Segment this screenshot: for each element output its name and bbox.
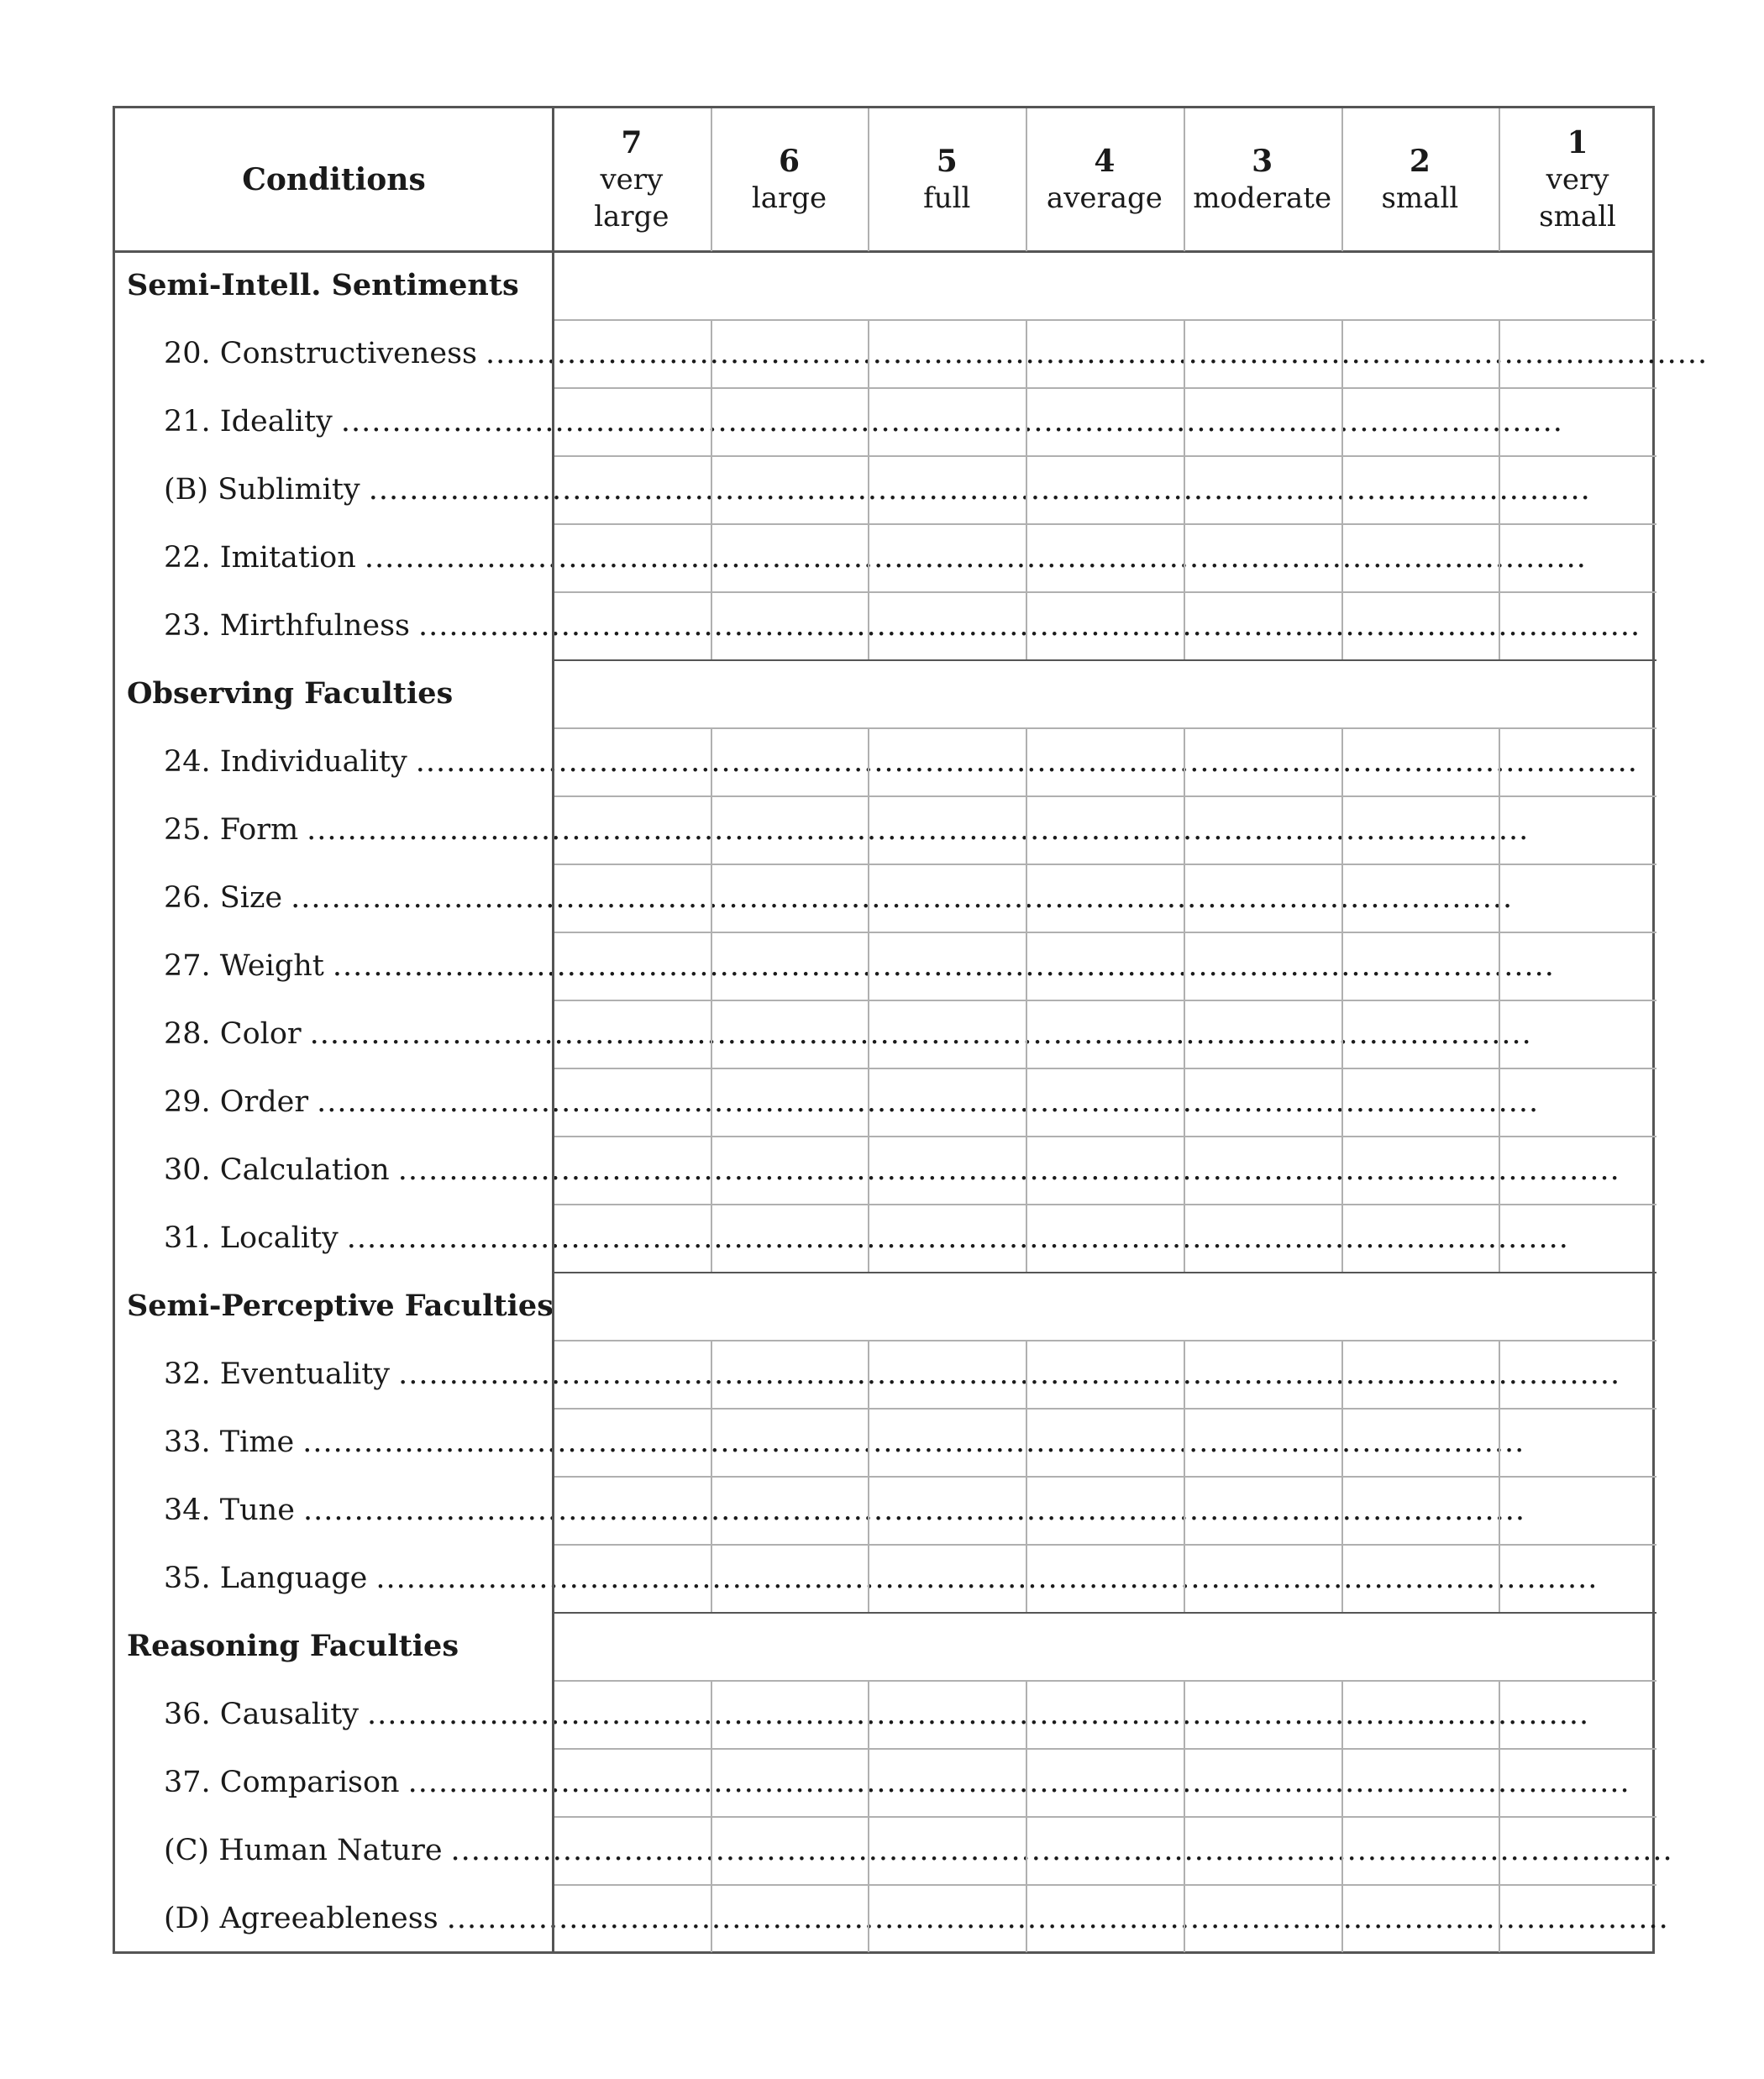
- condition-row: [164, 864, 1514, 932]
- leader-dots: ........................................................................................................................: [367, 1697, 1590, 1731]
- leader-dots: ........................................................................................................................: [375, 1561, 1599, 1595]
- rating-cell[interactable]: [868, 932, 1026, 1000]
- condition-name: 25. Form: [164, 812, 299, 847]
- rating-cell[interactable]: [1184, 1476, 1341, 1544]
- rating-cell[interactable]: [711, 1408, 869, 1476]
- section-title: Semi-Perceptive Faculties: [127, 1289, 554, 1323]
- rating-cell[interactable]: [553, 864, 711, 932]
- section-title: Semi-Intell. Sentiments: [127, 268, 519, 302]
- conditions-divider: [552, 108, 554, 1952]
- rating-cell[interactable]: [1184, 1136, 1341, 1204]
- rating-cell[interactable]: [711, 1000, 869, 1068]
- column-divider: [1499, 319, 1500, 659]
- rating-cell[interactable]: [1026, 1068, 1184, 1136]
- rating-label: small: [1539, 200, 1616, 234]
- rating-cell[interactable]: [868, 1816, 1026, 1884]
- column-divider: [1184, 727, 1185, 1272]
- column-divider: [1184, 1340, 1185, 1612]
- rating-cell[interactable]: [553, 1068, 711, 1136]
- rating-cell[interactable]: [1499, 1068, 1656, 1136]
- column-divider: [868, 1340, 869, 1612]
- column-divider: [1499, 1680, 1500, 1952]
- conditions-header: Conditions: [242, 162, 426, 197]
- rating-number: 4: [1094, 144, 1116, 179]
- header-column-divider: [1184, 108, 1185, 251]
- rating-cell[interactable]: [1184, 1068, 1341, 1136]
- leader-dots: ........................................................................................................................: [368, 472, 1591, 507]
- rating-cell[interactable]: [553, 319, 711, 387]
- header-column-divider: [1026, 108, 1027, 251]
- rating-cell[interactable]: [1341, 523, 1499, 591]
- rating-cell[interactable]: [1026, 727, 1184, 795]
- leader-dots: ........................................................................................................................: [397, 1152, 1620, 1187]
- header-column-divider: [1341, 108, 1343, 251]
- rating-cell[interactable]: [1499, 1476, 1656, 1544]
- rating-cell[interactable]: [1499, 1884, 1656, 1952]
- condition-name: 33. Time: [164, 1425, 295, 1459]
- rating-cell[interactable]: [1499, 1204, 1656, 1272]
- rating-cell[interactable]: [868, 1748, 1026, 1816]
- condition-row: [164, 319, 1709, 387]
- section-title: Reasoning Faculties: [127, 1629, 459, 1663]
- rating-cell[interactable]: [711, 1476, 869, 1544]
- condition-name: 22. Imitation: [164, 540, 356, 575]
- rating-cell[interactable]: [1026, 1476, 1184, 1544]
- rating-header-4: [1026, 108, 1184, 251]
- condition-row: [164, 1816, 1673, 1884]
- condition-name: 24. Individuality: [164, 744, 407, 779]
- column-divider: [868, 1680, 869, 1952]
- condition-row: [164, 1544, 1599, 1612]
- condition-row: [164, 523, 1587, 591]
- leader-dots: ........................................................................................................................: [450, 1833, 1673, 1867]
- rating-cell[interactable]: [1499, 1816, 1656, 1884]
- rating-cell[interactable]: [711, 1884, 869, 1952]
- rating-cell[interactable]: [1499, 319, 1656, 387]
- column-divider: [868, 727, 869, 1272]
- rating-cell[interactable]: [1026, 1204, 1184, 1272]
- rating-cell[interactable]: [1341, 727, 1499, 795]
- condition-row: [164, 1884, 1669, 1952]
- rating-cell[interactable]: [1184, 1408, 1341, 1476]
- rating-cell[interactable]: [553, 455, 711, 523]
- rating-label: small: [1381, 181, 1459, 215]
- rating-cell[interactable]: [1341, 1748, 1499, 1816]
- rating-cell[interactable]: [711, 1680, 869, 1748]
- leader-dots: ........................................................................................................................: [446, 1901, 1669, 1935]
- rating-cell[interactable]: [711, 727, 869, 795]
- rating-cell[interactable]: [1341, 1136, 1499, 1204]
- rating-cell[interactable]: [711, 1340, 869, 1408]
- leader-dots: ........................................................................................................................: [418, 608, 1641, 643]
- rating-cell[interactable]: [1026, 1000, 1184, 1068]
- rating-cell[interactable]: [1499, 1340, 1656, 1408]
- rating-cell[interactable]: [1499, 1680, 1656, 1748]
- rating-cell[interactable]: [1184, 387, 1341, 455]
- rating-cell[interactable]: [868, 1068, 1026, 1136]
- rating-cell[interactable]: [553, 1408, 711, 1476]
- column-divider: [1026, 1680, 1027, 1952]
- rating-cell[interactable]: [1184, 523, 1341, 591]
- rating-cell[interactable]: [1341, 1476, 1499, 1544]
- condition-name: (B) Sublimity: [164, 472, 360, 507]
- rating-cell[interactable]: [711, 1136, 869, 1204]
- rating-cell[interactable]: [868, 864, 1026, 932]
- rating-cell[interactable]: [553, 1136, 711, 1204]
- rating-cell[interactable]: [1184, 455, 1341, 523]
- section-title: Observing Faculties: [127, 676, 454, 711]
- condition-row: [164, 795, 1530, 864]
- rating-cell[interactable]: [553, 387, 711, 455]
- column-divider: [1026, 727, 1027, 1272]
- rating-cell[interactable]: [1499, 932, 1656, 1000]
- rating-label: average: [1046, 181, 1163, 215]
- rating-cell[interactable]: [1184, 1748, 1341, 1816]
- rating-cell[interactable]: [1184, 1000, 1341, 1068]
- rating-number: 3: [1252, 144, 1273, 179]
- rating-table: [113, 106, 1709, 1954]
- rating-cell[interactable]: [1499, 1000, 1656, 1068]
- condition-name: 29. Order: [164, 1084, 309, 1119]
- condition-name: 34. Tune: [164, 1493, 295, 1527]
- rating-cell[interactable]: [1499, 795, 1656, 864]
- rating-cell[interactable]: [553, 1816, 711, 1884]
- rating-label: very: [1546, 163, 1609, 197]
- rating-cell[interactable]: [711, 387, 869, 455]
- rating-cell[interactable]: [711, 1068, 869, 1136]
- rating-cell[interactable]: [868, 523, 1026, 591]
- leader-dots: ........................................................................................................................: [407, 1765, 1630, 1799]
- rating-cell[interactable]: [1026, 523, 1184, 591]
- rating-cell[interactable]: [711, 932, 869, 1000]
- rating-cell[interactable]: [553, 1748, 711, 1816]
- rating-cell[interactable]: [1341, 1680, 1499, 1748]
- leader-dots: ........................................................................................................................: [415, 744, 1638, 779]
- rating-number: 6: [779, 144, 801, 179]
- rating-cell[interactable]: [553, 1476, 711, 1544]
- rating-cell[interactable]: [1184, 932, 1341, 1000]
- rating-cell[interactable]: [711, 455, 869, 523]
- rating-cell[interactable]: [868, 1136, 1026, 1204]
- rating-label: moderate: [1193, 181, 1332, 215]
- rating-cell[interactable]: [1341, 864, 1499, 932]
- rating-cell[interactable]: [553, 1544, 711, 1612]
- condition-name: 26. Size: [164, 880, 283, 915]
- rating-cell[interactable]: [868, 387, 1026, 455]
- rating-cell[interactable]: [1184, 1340, 1341, 1408]
- rating-header-7: [553, 108, 711, 251]
- rating-cell[interactable]: [1026, 1748, 1184, 1816]
- rating-label: large: [751, 181, 827, 215]
- rating-label: very: [600, 163, 664, 197]
- rating-cell[interactable]: [868, 455, 1026, 523]
- rating-cell[interactable]: [553, 1204, 711, 1272]
- rating-cell[interactable]: [1184, 727, 1341, 795]
- rating-cell[interactable]: [1341, 795, 1499, 864]
- condition-row: [164, 1476, 1525, 1544]
- rating-cell[interactable]: [868, 1680, 1026, 1748]
- condition-row: [164, 932, 1555, 1000]
- rating-cell[interactable]: [1499, 1748, 1656, 1816]
- leader-dots: ........................................................................................................................: [309, 1016, 1532, 1051]
- leader-dots: ........................................................................................................................: [302, 1493, 1525, 1527]
- rating-cell[interactable]: [553, 795, 711, 864]
- rating-cell[interactable]: [1026, 1680, 1184, 1748]
- rating-cell[interactable]: [711, 795, 869, 864]
- rating-number: 2: [1409, 144, 1431, 179]
- condition-name: 21. Ideality: [164, 404, 333, 438]
- rating-cell[interactable]: [868, 795, 1026, 864]
- rating-cell[interactable]: [1026, 1816, 1184, 1884]
- rating-cell[interactable]: [868, 1408, 1026, 1476]
- condition-row: [164, 1680, 1590, 1748]
- condition-row: [164, 1000, 1532, 1068]
- rating-cell[interactable]: [1499, 1544, 1656, 1612]
- leader-dots: ........................................................................................................................: [340, 404, 1563, 438]
- rating-number: 5: [936, 144, 958, 179]
- rating-cell[interactable]: [1341, 1000, 1499, 1068]
- rating-cell[interactable]: [1184, 1544, 1341, 1612]
- rating-cell[interactable]: [1341, 455, 1499, 523]
- section-border: [553, 1272, 1656, 1273]
- rating-cell[interactable]: [1026, 319, 1184, 387]
- condition-name: 32. Eventuality: [164, 1357, 391, 1391]
- condition-row: [164, 387, 1563, 455]
- rating-cell[interactable]: [553, 523, 711, 591]
- leader-dots: ........................................................................................................................: [307, 812, 1530, 847]
- rating-cell[interactable]: [711, 1544, 869, 1612]
- column-divider: [711, 727, 712, 1272]
- condition-name: 35. Language: [164, 1561, 368, 1595]
- rating-cell[interactable]: [1184, 795, 1341, 864]
- rating-cell[interactable]: [1341, 319, 1499, 387]
- rating-cell[interactable]: [868, 591, 1026, 659]
- rating-number: 7: [621, 125, 643, 160]
- leader-dots: ........................................................................................................................: [346, 1221, 1569, 1255]
- condition-name: 36. Causality: [164, 1697, 360, 1731]
- rating-header-2: [1341, 108, 1499, 251]
- rating-header-1: [1499, 108, 1656, 251]
- rating-cell[interactable]: [1499, 864, 1656, 932]
- rating-cell[interactable]: [1184, 1816, 1341, 1884]
- condition-name: 30. Calculation: [164, 1152, 390, 1187]
- column-divider: [1341, 1680, 1343, 1952]
- column-divider: [1499, 727, 1500, 1272]
- rating-cell[interactable]: [1341, 1068, 1499, 1136]
- rating-cell[interactable]: [1499, 1136, 1656, 1204]
- column-divider: [868, 319, 869, 659]
- rating-cell[interactable]: [868, 1000, 1026, 1068]
- condition-name: 31. Locality: [164, 1221, 339, 1255]
- rating-cell[interactable]: [1026, 1340, 1184, 1408]
- condition-row: [164, 1748, 1630, 1816]
- column-divider: [1184, 1680, 1185, 1952]
- column-divider: [711, 319, 712, 659]
- rating-cell[interactable]: [1026, 932, 1184, 1000]
- leader-dots: ........................................................................................................................: [332, 948, 1555, 983]
- rating-cell[interactable]: [1341, 591, 1499, 659]
- rating-cell[interactable]: [1026, 1408, 1184, 1476]
- column-divider: [1341, 1340, 1343, 1612]
- condition-name: 37. Comparison: [164, 1765, 400, 1799]
- rating-cell[interactable]: [868, 319, 1026, 387]
- header-column-divider: [711, 108, 712, 251]
- column-divider: [1184, 319, 1185, 659]
- column-divider: [1026, 319, 1027, 659]
- rating-cell[interactable]: [1499, 523, 1656, 591]
- rating-cell[interactable]: [1341, 1544, 1499, 1612]
- rating-cell[interactable]: [1184, 1884, 1341, 1952]
- rating-cell[interactable]: [1499, 1408, 1656, 1476]
- rating-cell[interactable]: [1026, 455, 1184, 523]
- column-divider: [1026, 1340, 1027, 1612]
- rating-cell[interactable]: [868, 1476, 1026, 1544]
- rating-cell[interactable]: [1341, 1340, 1499, 1408]
- rating-cell[interactable]: [553, 1340, 711, 1408]
- rating-label: large: [594, 200, 669, 234]
- section-border: [553, 659, 1656, 661]
- rating-cell[interactable]: [1184, 591, 1341, 659]
- rating-cell[interactable]: [553, 727, 711, 795]
- column-divider: [711, 1340, 712, 1612]
- rating-cell[interactable]: [553, 1000, 711, 1068]
- column-divider: [1341, 727, 1343, 1272]
- column-divider: [711, 1680, 712, 1952]
- rating-cell[interactable]: [1026, 591, 1184, 659]
- rating-cell[interactable]: [1026, 1544, 1184, 1612]
- condition-name: (C) Human Nature: [164, 1833, 443, 1867]
- rating-cell[interactable]: [1499, 455, 1656, 523]
- rating-cell[interactable]: [553, 591, 711, 659]
- rating-cell[interactable]: [711, 523, 869, 591]
- rating-cell[interactable]: [553, 1680, 711, 1748]
- header-column-divider: [1499, 108, 1500, 251]
- rating-cell[interactable]: [1184, 319, 1341, 387]
- condition-row: [164, 1204, 1569, 1272]
- condition-name: (D) Agreeableness: [164, 1901, 438, 1935]
- rating-cell[interactable]: [868, 1884, 1026, 1952]
- condition-row: [164, 1068, 1540, 1136]
- rating-label: full: [923, 181, 971, 215]
- rating-cell[interactable]: [1026, 387, 1184, 455]
- condition-row: [164, 1408, 1525, 1476]
- condition-name: 27. Weight: [164, 948, 324, 983]
- rating-cell[interactable]: [1026, 1136, 1184, 1204]
- section-border: [553, 1612, 1656, 1614]
- rating-header-5: [868, 108, 1026, 251]
- condition-row: [164, 727, 1638, 795]
- condition-name: 28. Color: [164, 1016, 302, 1051]
- leader-dots: ........................................................................................................................: [291, 880, 1514, 915]
- rating-cell[interactable]: [1499, 591, 1656, 659]
- rating-cell[interactable]: [711, 1204, 869, 1272]
- column-divider: [1499, 1340, 1500, 1612]
- header-column-divider: [868, 108, 869, 251]
- rating-cell[interactable]: [1184, 1680, 1341, 1748]
- rating-cell[interactable]: [1499, 727, 1656, 795]
- rating-cell[interactable]: [711, 1748, 869, 1816]
- rating-cell[interactable]: [711, 864, 869, 932]
- rating-cell[interactable]: [868, 1544, 1026, 1612]
- rating-cell[interactable]: [1341, 387, 1499, 455]
- leader-dots: ........................................................................................................................: [364, 540, 1587, 575]
- condition-row: [164, 1136, 1620, 1204]
- rating-cell[interactable]: [1026, 864, 1184, 932]
- rating-cell[interactable]: [711, 1816, 869, 1884]
- rating-cell[interactable]: [868, 1340, 1026, 1408]
- leader-dots: ........................................................................................................................: [302, 1425, 1525, 1459]
- condition-row: [164, 591, 1641, 659]
- rating-cell[interactable]: [553, 932, 711, 1000]
- rating-cell[interactable]: [711, 591, 869, 659]
- rating-cell[interactable]: [711, 319, 869, 387]
- rating-header-6: [711, 108, 869, 251]
- rating-cell[interactable]: [1341, 1884, 1499, 1952]
- condition-name: 20. Constructiveness: [164, 336, 478, 370]
- column-divider: [1341, 319, 1343, 659]
- rating-cell[interactable]: [553, 1884, 711, 1952]
- rating-cell[interactable]: [1341, 932, 1499, 1000]
- condition-name: 23. Mirthfulness: [164, 608, 411, 643]
- rating-cell[interactable]: [868, 1204, 1026, 1272]
- rating-cell[interactable]: [1341, 1408, 1499, 1476]
- rating-cell[interactable]: [1184, 1204, 1341, 1272]
- rating-cell[interactable]: [1184, 864, 1341, 932]
- leader-dots: ........................................................................................................................: [486, 336, 1709, 370]
- rating-number: 1: [1567, 125, 1588, 160]
- rating-cell[interactable]: [1341, 1204, 1499, 1272]
- rating-cell[interactable]: [1499, 387, 1656, 455]
- rating-header-3: [1184, 108, 1341, 251]
- rating-cell[interactable]: [1341, 1816, 1499, 1884]
- rating-cell[interactable]: [1026, 795, 1184, 864]
- leader-dots: ........................................................................................................................: [317, 1084, 1540, 1119]
- condition-row: [164, 455, 1591, 523]
- condition-row: [164, 1340, 1621, 1408]
- rating-cell[interactable]: [868, 727, 1026, 795]
- rating-cell[interactable]: [1026, 1884, 1184, 1952]
- leader-dots: ........................................................................................................................: [398, 1357, 1621, 1391]
